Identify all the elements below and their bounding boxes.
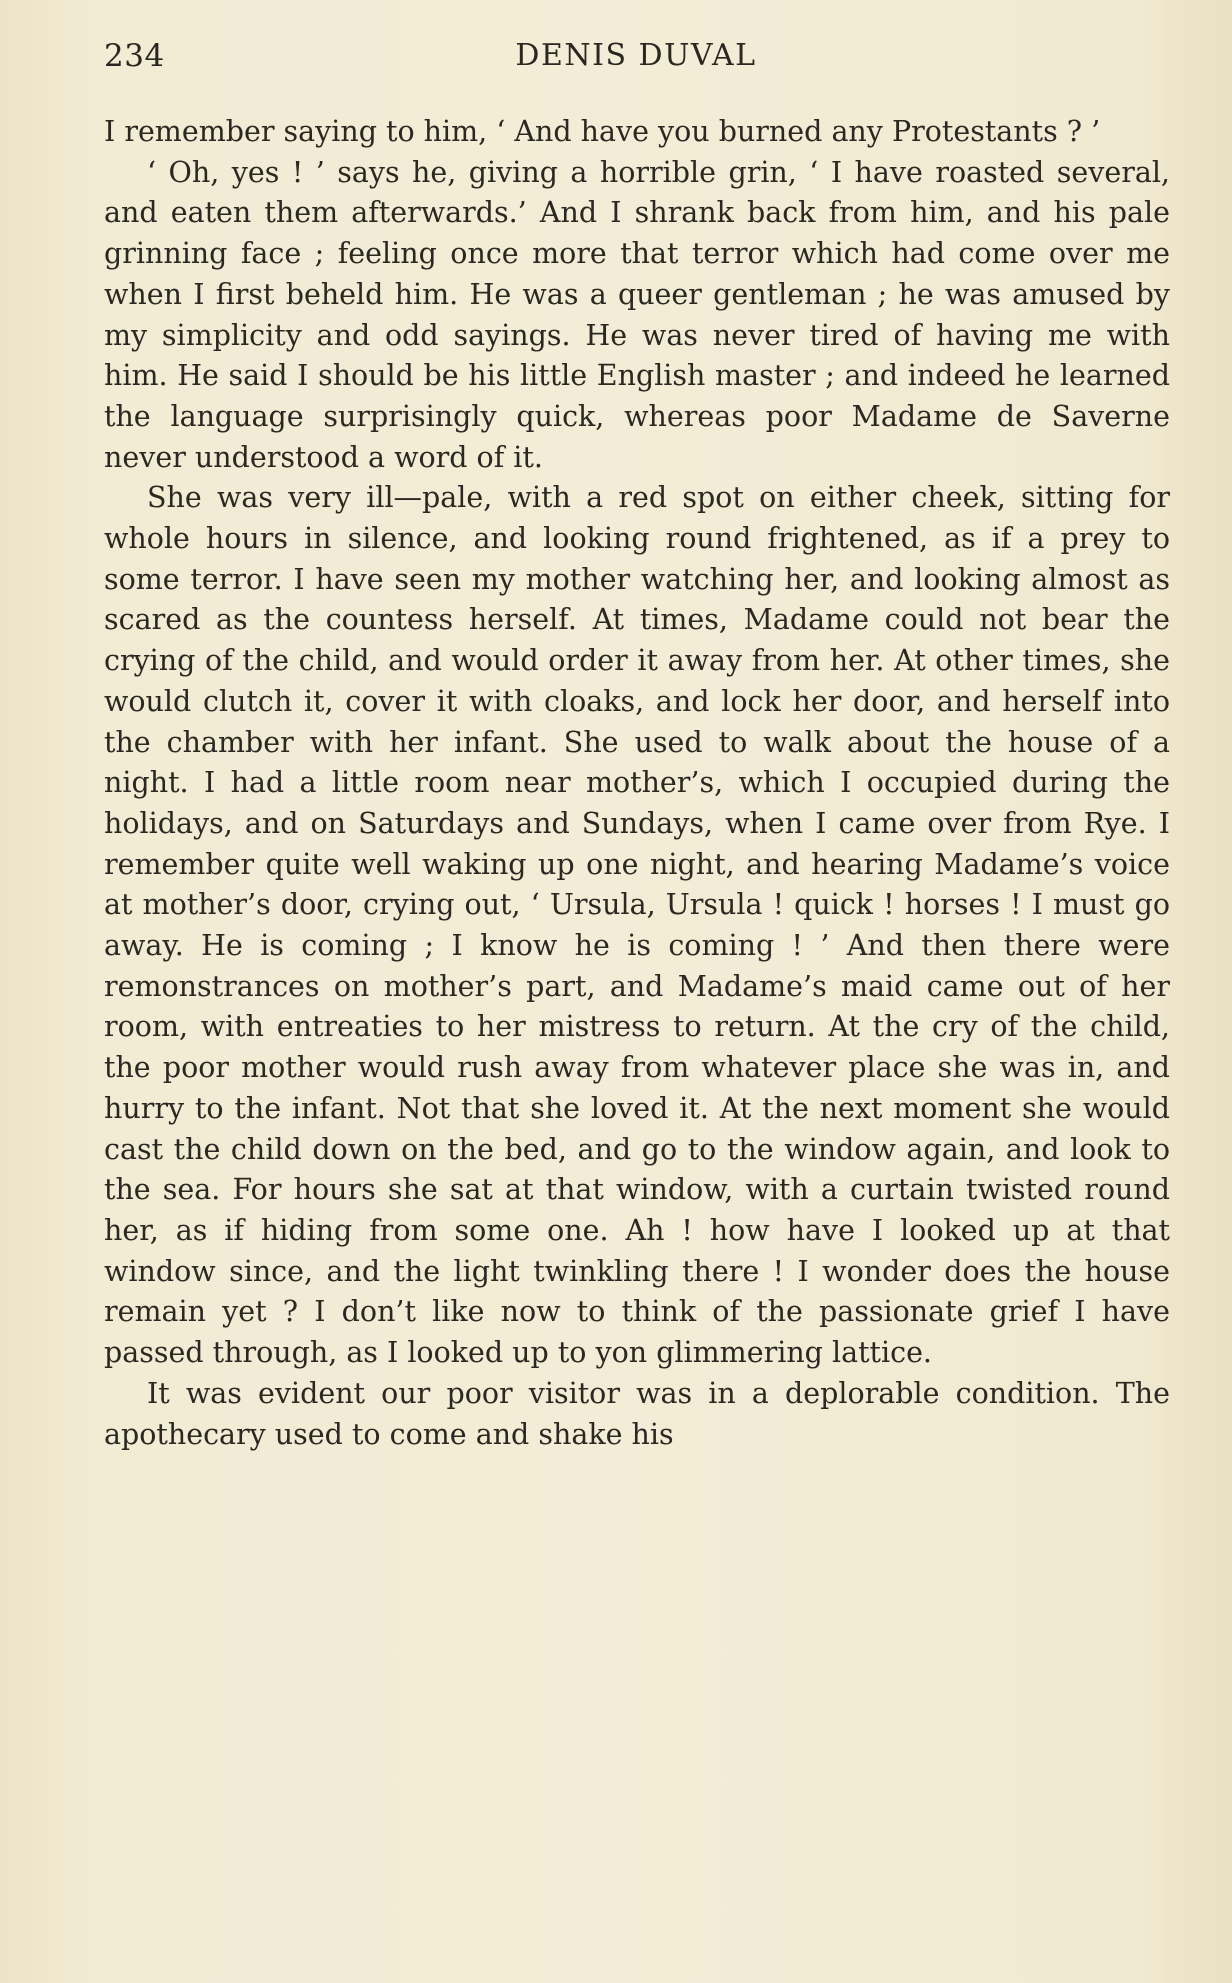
paragraph-2: ‘ Oh, yes ! ’ says he, giving a horrible grin, ‘ I have roasted several, and eaten them afterwards.’ And I shrank back from him, and his pale grinning face ; feeling once more that terror which had come over me when I first beheld him. He was a queer gentleman ; he was amused by my simplicity and odd sayings. He was never tired of having me with him. He said I should be his little English master ; and indeed he learned the language surprisingly quick, whereas poor Madame de Saverne never understood a word of it.	[104, 155, 1170, 474]
paragraph-1: I remember saying to him, ‘ And have you burned any Protestants ? ’	[104, 115, 1101, 148]
page-header	[104, 38, 1168, 88]
body-text	[104, 112, 1170, 1455]
paragraph-3: She was very ill—pale, with a red spot on either cheek, sitting for whole hours in silence, and looking round frightened, as if a prey to some terror. I have seen my mother watching her, and looking almost as scared as the countess herself. At times, Madame could not bear the crying of the child, and would order it away from her. At other times, she would clutch it, cover it with cloaks, and lock her door, and herself into the chamber with her infant. She used to walk about the house of a night. I had a little room near mother’s, which I occupied during the holidays, and on Saturdays and Sundays, when I came over from Rye. I remember quite well waking up one night, and hearing Madame’s voice at mother’s door, crying out, ‘ Ursula, Ursula ! quick ! horses ! I must go away. He is coming ; I know he is coming ! ’ And then there were remonstrances on mother’s part, and Madame’s maid came out of her room, with entreaties to her mistress to return. At the cry of the child, the poor mother would rush away from whatever place she was in, and hurry to the infant. Not that she loved it. At the next moment she would cast the child down on the bed, and go to the window again, and look to the sea. For hours she sat at that window, with a curtain twisted round her, as if hiding from some one. Ah ! how have I looked up at that window since, and the light twinkling there ! I wonder does the house remain yet ? I don’t like now to think of the passionate grief I have passed through, as I looked up to yon glimmering lattice.	[104, 481, 1170, 1370]
page-number: 234	[104, 38, 165, 74]
running-title: DENIS DUVAL	[515, 38, 757, 73]
paragraph-4: It was evident our poor visitor was in a deplorable condition. The apothecary used to come and shake his	[104, 1376, 1170, 1451]
